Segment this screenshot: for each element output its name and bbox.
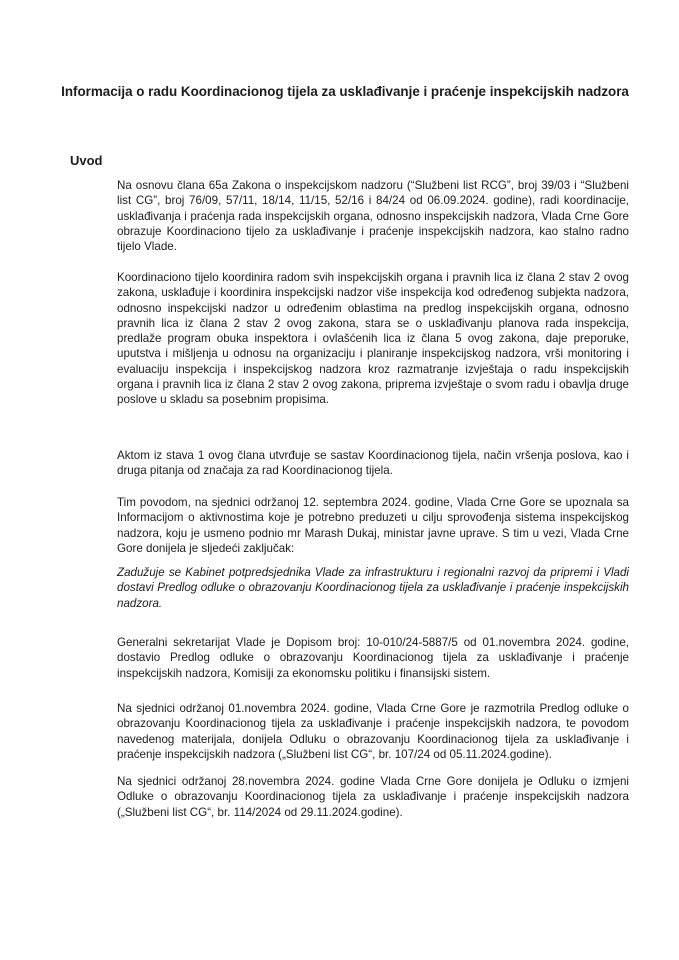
paragraph-legal-basis: Na osnovu člana 65a Zakona o inspekcijskom nadzoru (“Službeni list RCG”, broj 39/03 i “Službeni list CG”, broj 76/09, 57/11, 18/14, 11/15, 52/16 i 84/24 od 06.09.2024. godine), radi koordinacije, usklađivanja i praćenja rada inspekcijskih organa, odnosno inspekcijskih nadzora, Vlada Crne Gore obrazuje Koordinaciono tijelo za usklađivanje i praćenje inspekcijskih nadzora, kao stalno radno tijelo Vlade.: [117, 179, 629, 254]
paragraph-session-november-1: Na sjednici održanoj 01.novembra 2024. godine, Vlada Crne Gore je razmotrila Predlog odluke o obrazovanju Koordinacionog tijela za usklađivanje i praćenje inspekcijskih nadzora, te povodom navedenog materijala, donijela Odluku o obrazovanju Koordinacionog tijela za usklađivanje i praćenje inspekcijskih nadzora („Službeni list CG“, br. 107/24 od 05.11.2024.godine).: [117, 702, 629, 761]
paragraph-act-composition: Aktom iz stava 1 ovog člana utvrđuje se sastav Koordinacionog tijela, način vršenja poslova, kao i druga pitanja od značaja za rad Koordinacionog tijela.: [117, 449, 629, 478]
paragraph-government-session-september: Tim povodom, na sjednici održanoj 12. septembra 2024. godine, Vlada Crne Gore se upoznala sa Informacijom o aktivnostima koje je potrebno preduzeti u cilju sprovođenja sistema inspekcijskog nadzora, koju je usmeno podnio mr Marash Dukaj, ministar javne uprave. S tim u vezi, Vlada Crne Gore donijela je sljedeći zaključak:: [117, 496, 629, 555]
paragraph-general-secretariat: Generalni sekretarijat Vlade je Dopisom broj: 10-010/24-5887/5 od 01.novembra 2024. godine, dostavio Predlog odluke o obrazovanju Koordinacionog tijela za usklađivanje i praćenje inspekcijskih nadzora, Komisiji za ekonomsku politiku i finansijski sistem.: [117, 636, 629, 680]
paragraph-body-duties: Koordinaciono tijelo koordinira radom svih inspekcijskih organa i pravnih lica iz člana 2 stav 2 ovog zakona, usklađuje i koordinira inspekcijski nadzor više inspekcija kod određenog subjekta nadzora, odnosno inspekcijski nadzor u određenim oblastima na predlog inspekcijskih organa, odnosno pravnih lica iz člana 2 stav 2 ovog zakona, stara se o usklađivanju planova rada inspekcija, predlaže program obuka inspektora i ovlašćenih lica iz člana 5 ovog zakona, daje preporuke, uputstva i mišljenja u odnosu na organizaciju i planiranje inspekcijskog nadzora, vrši monitoring i evaluaciju inspekcija i inspekcijskog nadzora kroz razmatranje izvještaja o radu inspekcijskih organa i pravnih lica iz člana 2 stav 2 ovog zakona, priprema izvještaje o svom radu i obavlja druge poslove u skladu sa posebnim propisima.: [117, 271, 629, 407]
paragraph-session-november-28: Na sjednici održanoj 28.novembra 2024. godine Vlada Crne Gore donijela je Odluku o izmjeni Odluke o obrazovanju Koordinacionog tijela za usklađivanje i praćenje inspekcijskih nadzora („Službeni list CG“, br. 114/2024 od 29.11.2024.godine).: [117, 775, 629, 819]
paragraph-conclusion: Zadužuje se Kabinet potpredsjednika Vlade za infrastrukturu i regionalni razvoj da pripremi i Vladi dostavi Predlog odluke o obrazovanju Koordinacionog tijela za usklađivanje i praćenje inspekcijskih nadzora.: [117, 566, 629, 610]
document-title: Informacija o radu Koordinacionog tijela za usklađivanje i praćenje inspekcijskih nadzora: [61, 84, 629, 99]
section-heading-uvod: Uvod: [70, 153, 103, 168]
